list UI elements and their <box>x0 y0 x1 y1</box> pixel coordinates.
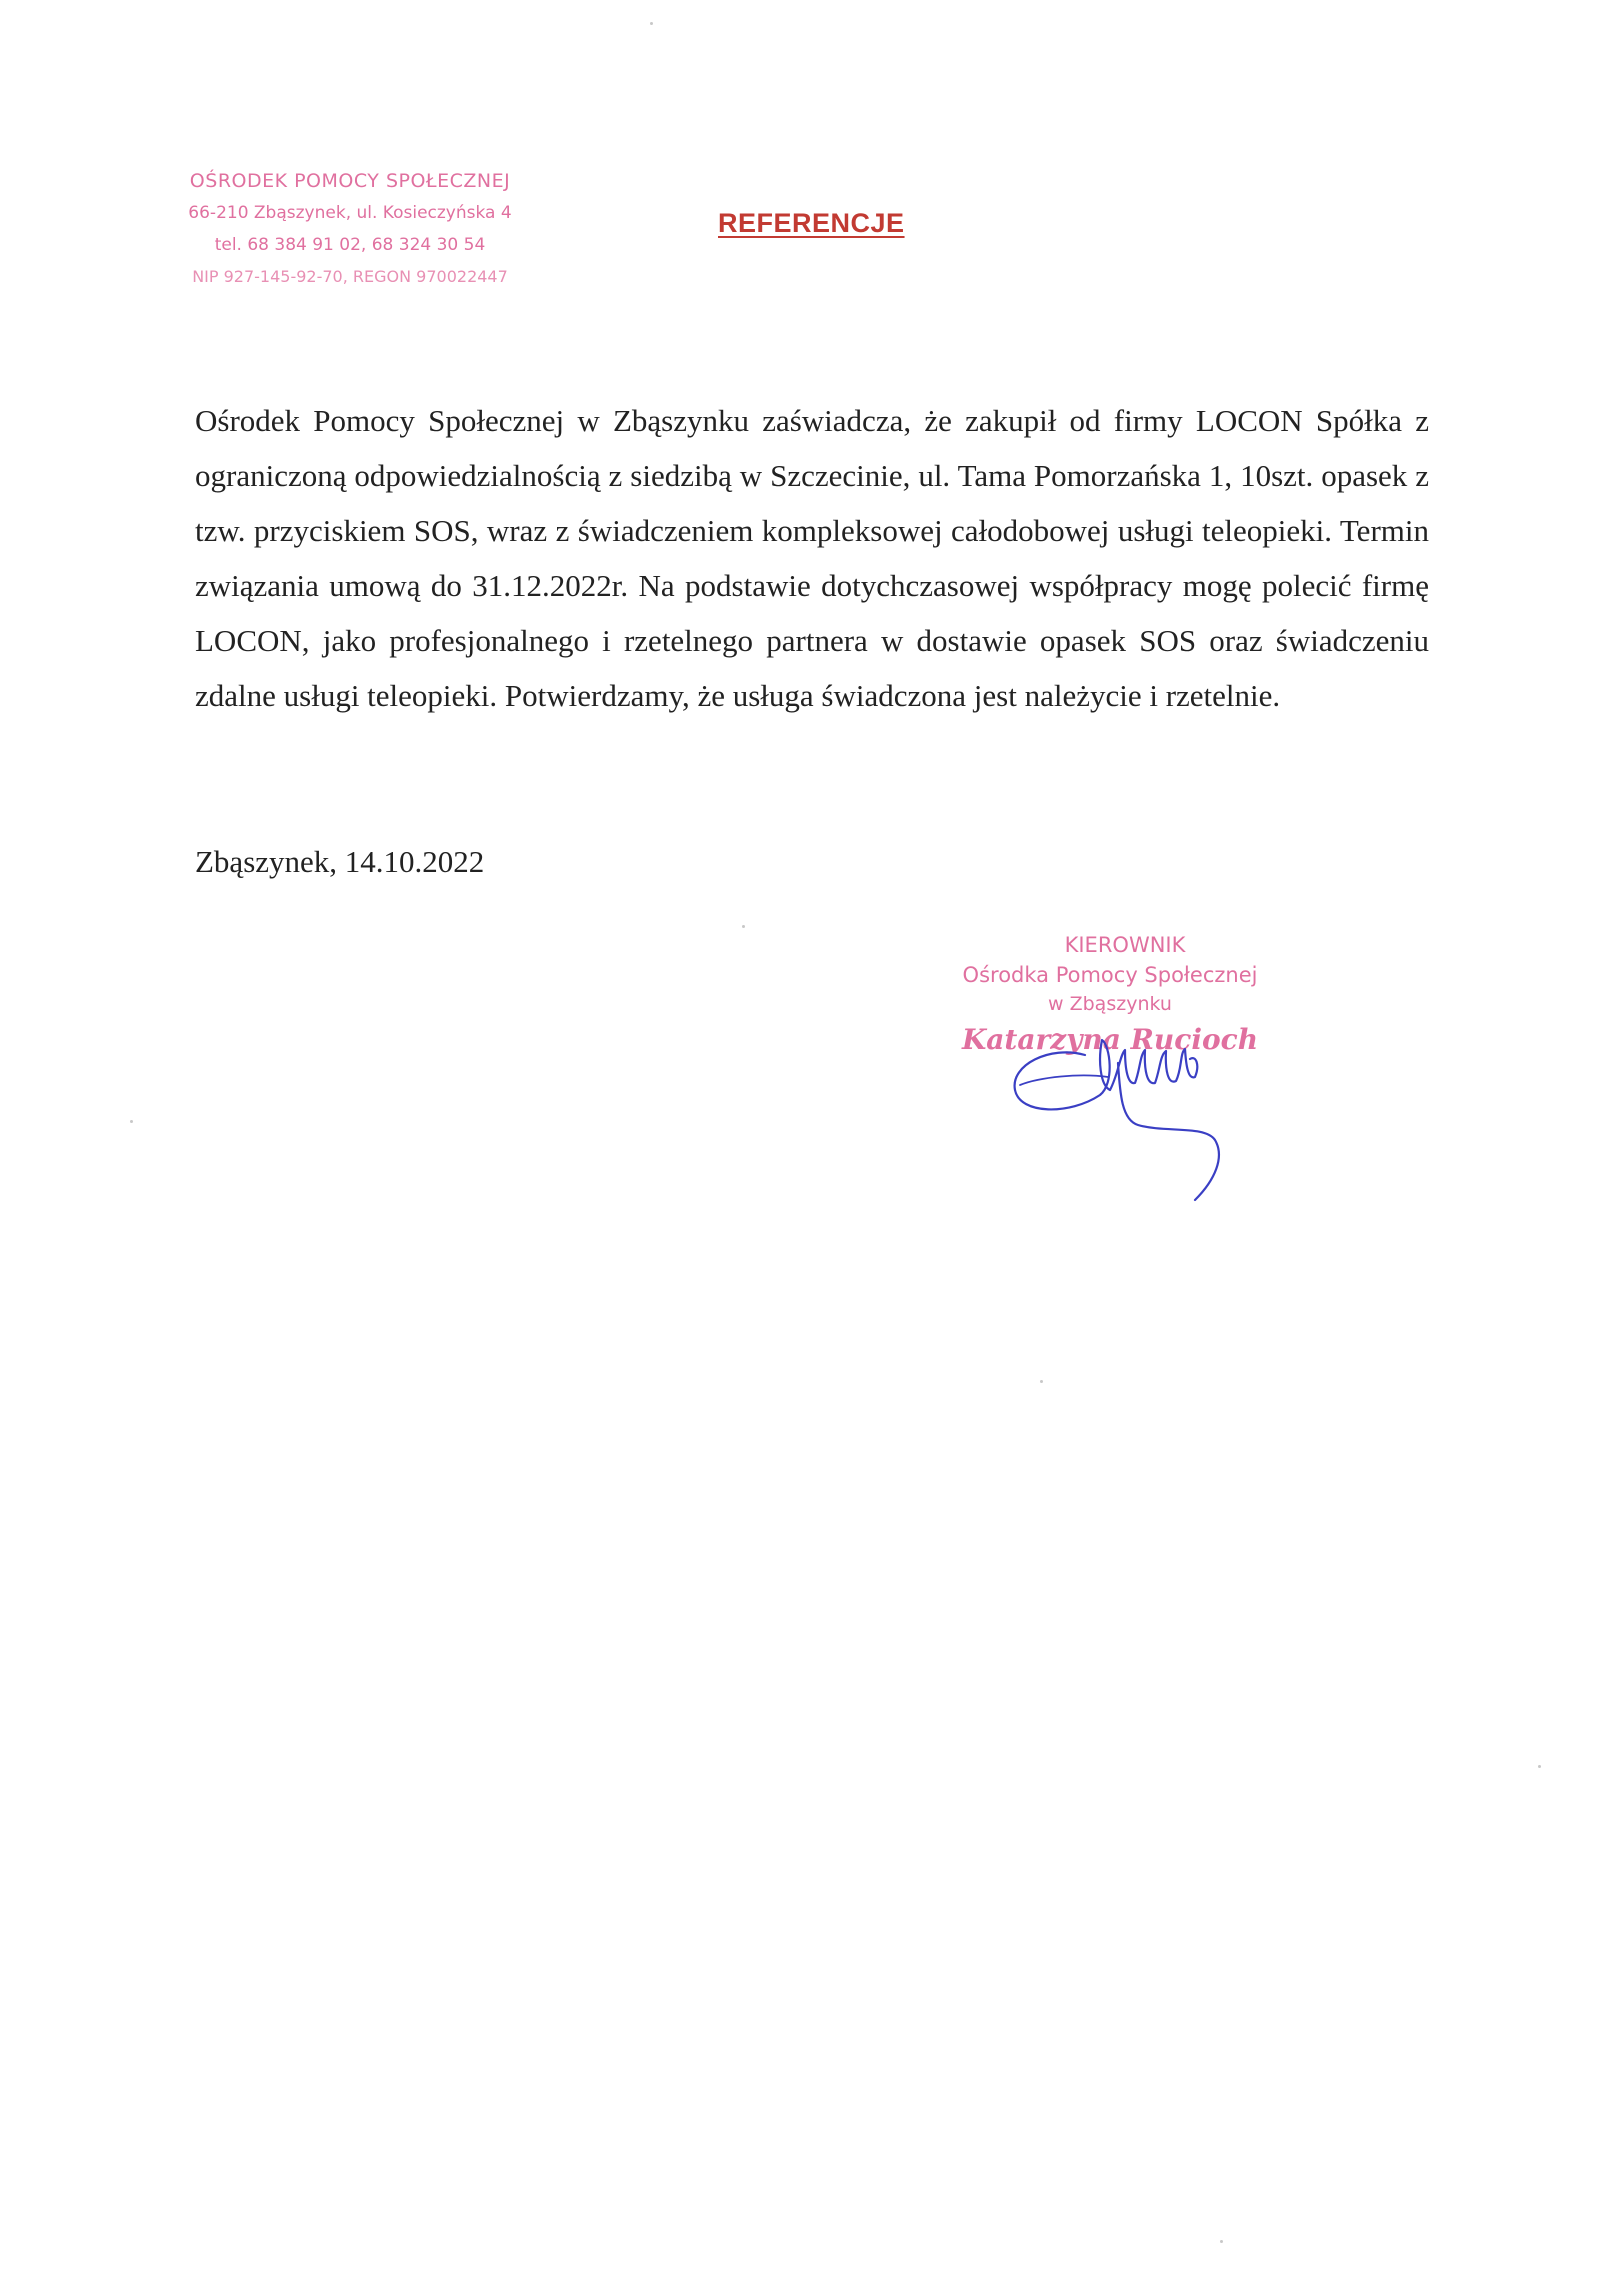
stamp-person-name: Katarzyna Rucioch <box>961 1023 1259 1056</box>
reference-body: Ośrodek Pomocy Społecznej w Zbąszynku zaświadcza, że zakupił od firmy LOCON Spółka z ograniczoną odpowiedzialnością z siedzibą w Szczecinie, ul. Tama Pomorzańska 1, 10szt. opasek z tzw. przyciskiem SOS, wraz z świadczeniem kompleksowej całodobowej usługi teleopieki. Termin związania umową do 31.12.2022r. Na podstawie dotychczasowej współpracy mogę polecić firmę LOCON, jako profesjonalnego i rzetelnego partnera w dostawie opasek SOS oraz świadczeniu zdalne usługi teleopieki. Potwierdzamy, że usługa świadczona jest należycie i rzetelnie. <box>195 403 1429 713</box>
stamp-address: 66-210 Zbąszynek, ul. Kosieczyńska 4 <box>188 203 512 223</box>
scan-speck <box>130 1120 133 1123</box>
stamp-org-name: OŚRODEK POMOCY SPOŁECZNEJ <box>189 170 511 192</box>
stamp-location: w Zbąszynku <box>1048 993 1172 1015</box>
stamp-tax-ids: NIP 927-145-92-70, REGON 970022447 <box>192 267 508 286</box>
letterhead-stamp <box>140 165 560 293</box>
stamp-organization: Ośrodka Pomocy Społecznej <box>962 963 1258 987</box>
scan-speck <box>1538 1765 1541 1768</box>
stamp-phone: tel. 68 384 91 02, 68 324 30 54 <box>214 235 486 255</box>
scan-speck <box>742 925 745 928</box>
scan-speck <box>1040 1380 1043 1383</box>
scan-speck <box>1220 2240 1223 2243</box>
stamp-role: KIEROWNIK <box>1064 933 1186 957</box>
scan-speck <box>650 22 653 25</box>
handwritten-signature <box>990 985 1250 1205</box>
document-title: REFERENCJE <box>718 208 905 238</box>
place-date: Zbąszynek, 14.10.2022 <box>195 844 485 879</box>
